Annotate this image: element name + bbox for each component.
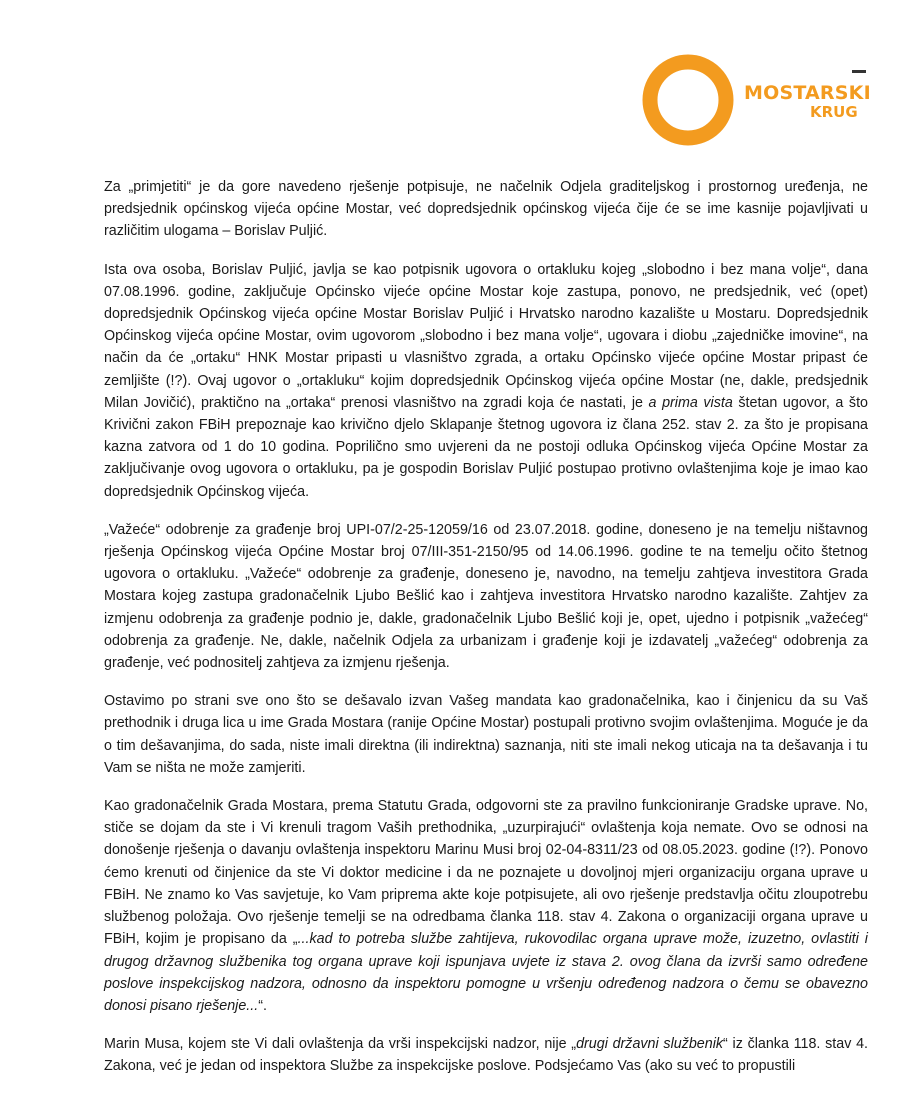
logo-dash [852, 70, 866, 73]
mostarski-krug-logo [640, 52, 870, 148]
logo-line1: MOSTARSKI [744, 82, 871, 104]
paragraph-text: “. [258, 997, 267, 1014]
paragraph-text: Za „primjetiti“ je da gore navedeno rješenje potpisuje, ne načelnik Odjela graditeljskog i prostornog uređenja, ne predsjednik općinskog vijeća općine Mostar, već dopredsjednik općinskog vijeća čije će se ime kasnije pojavljivati u različitim ulogama – Borislav Puljić. [104, 179, 868, 240]
paragraph-text: „Važeće“ odobrenje za građenje broj UPI-07/2-25-12059/16 od 23.07.2018. godine, doneseno je na temelju ništavnog rješenja Općinskog vijeća Općine Mostar broj 07/III-351-2150/95 od 14.06.1996. godine te na temelju očito štetnog ugovora o ortakluku. „Važeće“ odobrenje za građenje, doneseno je, navodno, na temelju zahtjeva investitora Grada Mostara kojeg zastupa gradonačelnik Ljubo Bešlić kao i zahtjeva investitora Hrvatsko narodno kazalište. Zahtjev za izmjenu odobrenja za građenje podnio je, dakle, gradonačelnik Ljubo Bešlić koji je, opet, ujedno i potpisnik „važećeg“ odobrenja za građenje. Ne, dakle, načelnik Odjela za urbanizam i građenje koji je izdavatelj „važećeg“ odobrenja za građenje, već podnositelj zahtjeva za izmjenu rješenja. [104, 521, 868, 672]
paragraph-5 [104, 795, 868, 1017]
paragraph-italic: ...kad to potreba službe zahtijeva, rukovodilac organa uprave može, izuzetno, ovlastiti i drugog državnog službenika tog organa uprave koji ispunjava uvjete iz stava 2. ovog člana da izvrši samo određene poslove inspekcijskog nadzora, odnosno da inspektoru pomogne u vršenju određenog nadzora o čemu se obavezno donosi pisano rješenje... [104, 931, 868, 1014]
logo-wordmark [744, 84, 871, 120]
logo-line2: KRUG [810, 103, 858, 121]
paragraph-italic: a prima vista [648, 394, 733, 411]
paragraph-text: Kao gradonačelnik Grada Mostara, prema Statutu Grada, odgovorni ste za pravilno funkcioniranje Gradske uprave. No, stiče se dojam da ste i Vi krenuli tragom Vaših prethodnika, „uzurpirajući“ ovlaštenja koja nemate. Ovo se odnosi na donošenje rješenja o davanju ovlaštenja inspektoru Marinu Musi broj 02-04-8311/23 od 08.05.2023. godine (!?). Ponovo ćemo krenuti od činjenice da ste Vi doktor medicine i da ne poznajete u dovoljnoj mjeri organizaciju organa uprave u FBiH. Ne znamo ko Vas savjetuje, ko Vam priprema akte koje potpisujete, ali ovo rješenje predstavlja očitu zloupotrebu službenog položaja. Ovo rješenje temelji se na odredbama članka 118. stav 4. Zakona o organizaciji organa uprave u FBiH, kojim je propisano da „ [104, 798, 868, 948]
document-body [104, 176, 868, 1094]
logo-ring-icon [640, 52, 740, 148]
paragraph-2 [104, 259, 868, 503]
paragraph-4 [104, 690, 868, 779]
paragraph-1 [104, 176, 868, 243]
paragraph-3 [104, 519, 868, 674]
paragraph-text: Ostavimo po strani sve ono što se dešavalo izvan Vašeg mandata kao gradonačelnika, kao i činjenicu da su Vaš prethodnik i druga lica u ime Grada Mostara (ranije Općine Mostar) postupali protivno svojim ovlaštenjima. Moguće je da o tim dešavanjima, do sada, niste imali direktna (ili indirektna) saznanja, niti ste imali nekog uticaja na ta dešavanja i tu Vam se ništa ne može zamjeriti. [104, 693, 868, 776]
paragraph-text: Ista ova osoba, Borislav Puljić, javlja se kao potpisnik ugovora o ortakluku kojeg „slobodno i bez mana volje“, dana 07.08.1996. godine, zaključuje Općinsko vijeće općine Mostar koje zastupa, ponovo, ne predsjednik, već (opet) dopredsjednik Općinskog vijeća općine Mostar Borislav Puljić i Hrvatsko narodno kazalište u Mostaru. Dopredsjednik Općinskog vijeća općine Mostar, ovim ugovorom „slobodno i bez mana volje“, ugovara i diobu „zajedničke imovine“, na način da će „ortaku“ HNK Mostar pripasti u vlasništvo zgrada, a ortaku Općinsko vijeće općine Mostar pripast će zemljište (!?). Ovaj ugovor o „ortakluku“ kojim dopredsjednik Općinskog vijeća općine Mostar (ne, dakle, predsjednik Milan Jovičić), praktično na „ortaka“ prenosi vlasništvo na zgradi koja će nastati, je [104, 261, 868, 411]
paragraph-6 [104, 1033, 868, 1077]
paragraph-text: Marin Musa, kojem ste Vi dali ovlaštenja da vrši inspekcijski nadzor, nije „ [104, 1036, 577, 1053]
paragraph-text: štetan ugovor, a što Krivični zakon FBiH prepoznaje kao krivično djelo Sklapanje štetnog ugovora iz člana 252. stav 2. za što je propisana kazna zatvora od 1 do 10 godina. Poprilično smo uvjereni da ne postoji odluka Općinskog vijeća Općine Mostar za zaključivanje ovog ugovora o ortakluku, pa je gospodin Borislav Puljić postupao protivno ovlaštenjima koje je imao kao dopredsjednik Općinskog vijeća. [104, 394, 868, 500]
paragraph-text: “ iz članka 118. stav 4. Zakona, već je jedan od inspektora Službe za inspekcijske poslove. Podsjećamo Vas (ako su već to propustili [104, 1036, 868, 1075]
paragraph-italic: drugi državni službenik [576, 1036, 724, 1053]
